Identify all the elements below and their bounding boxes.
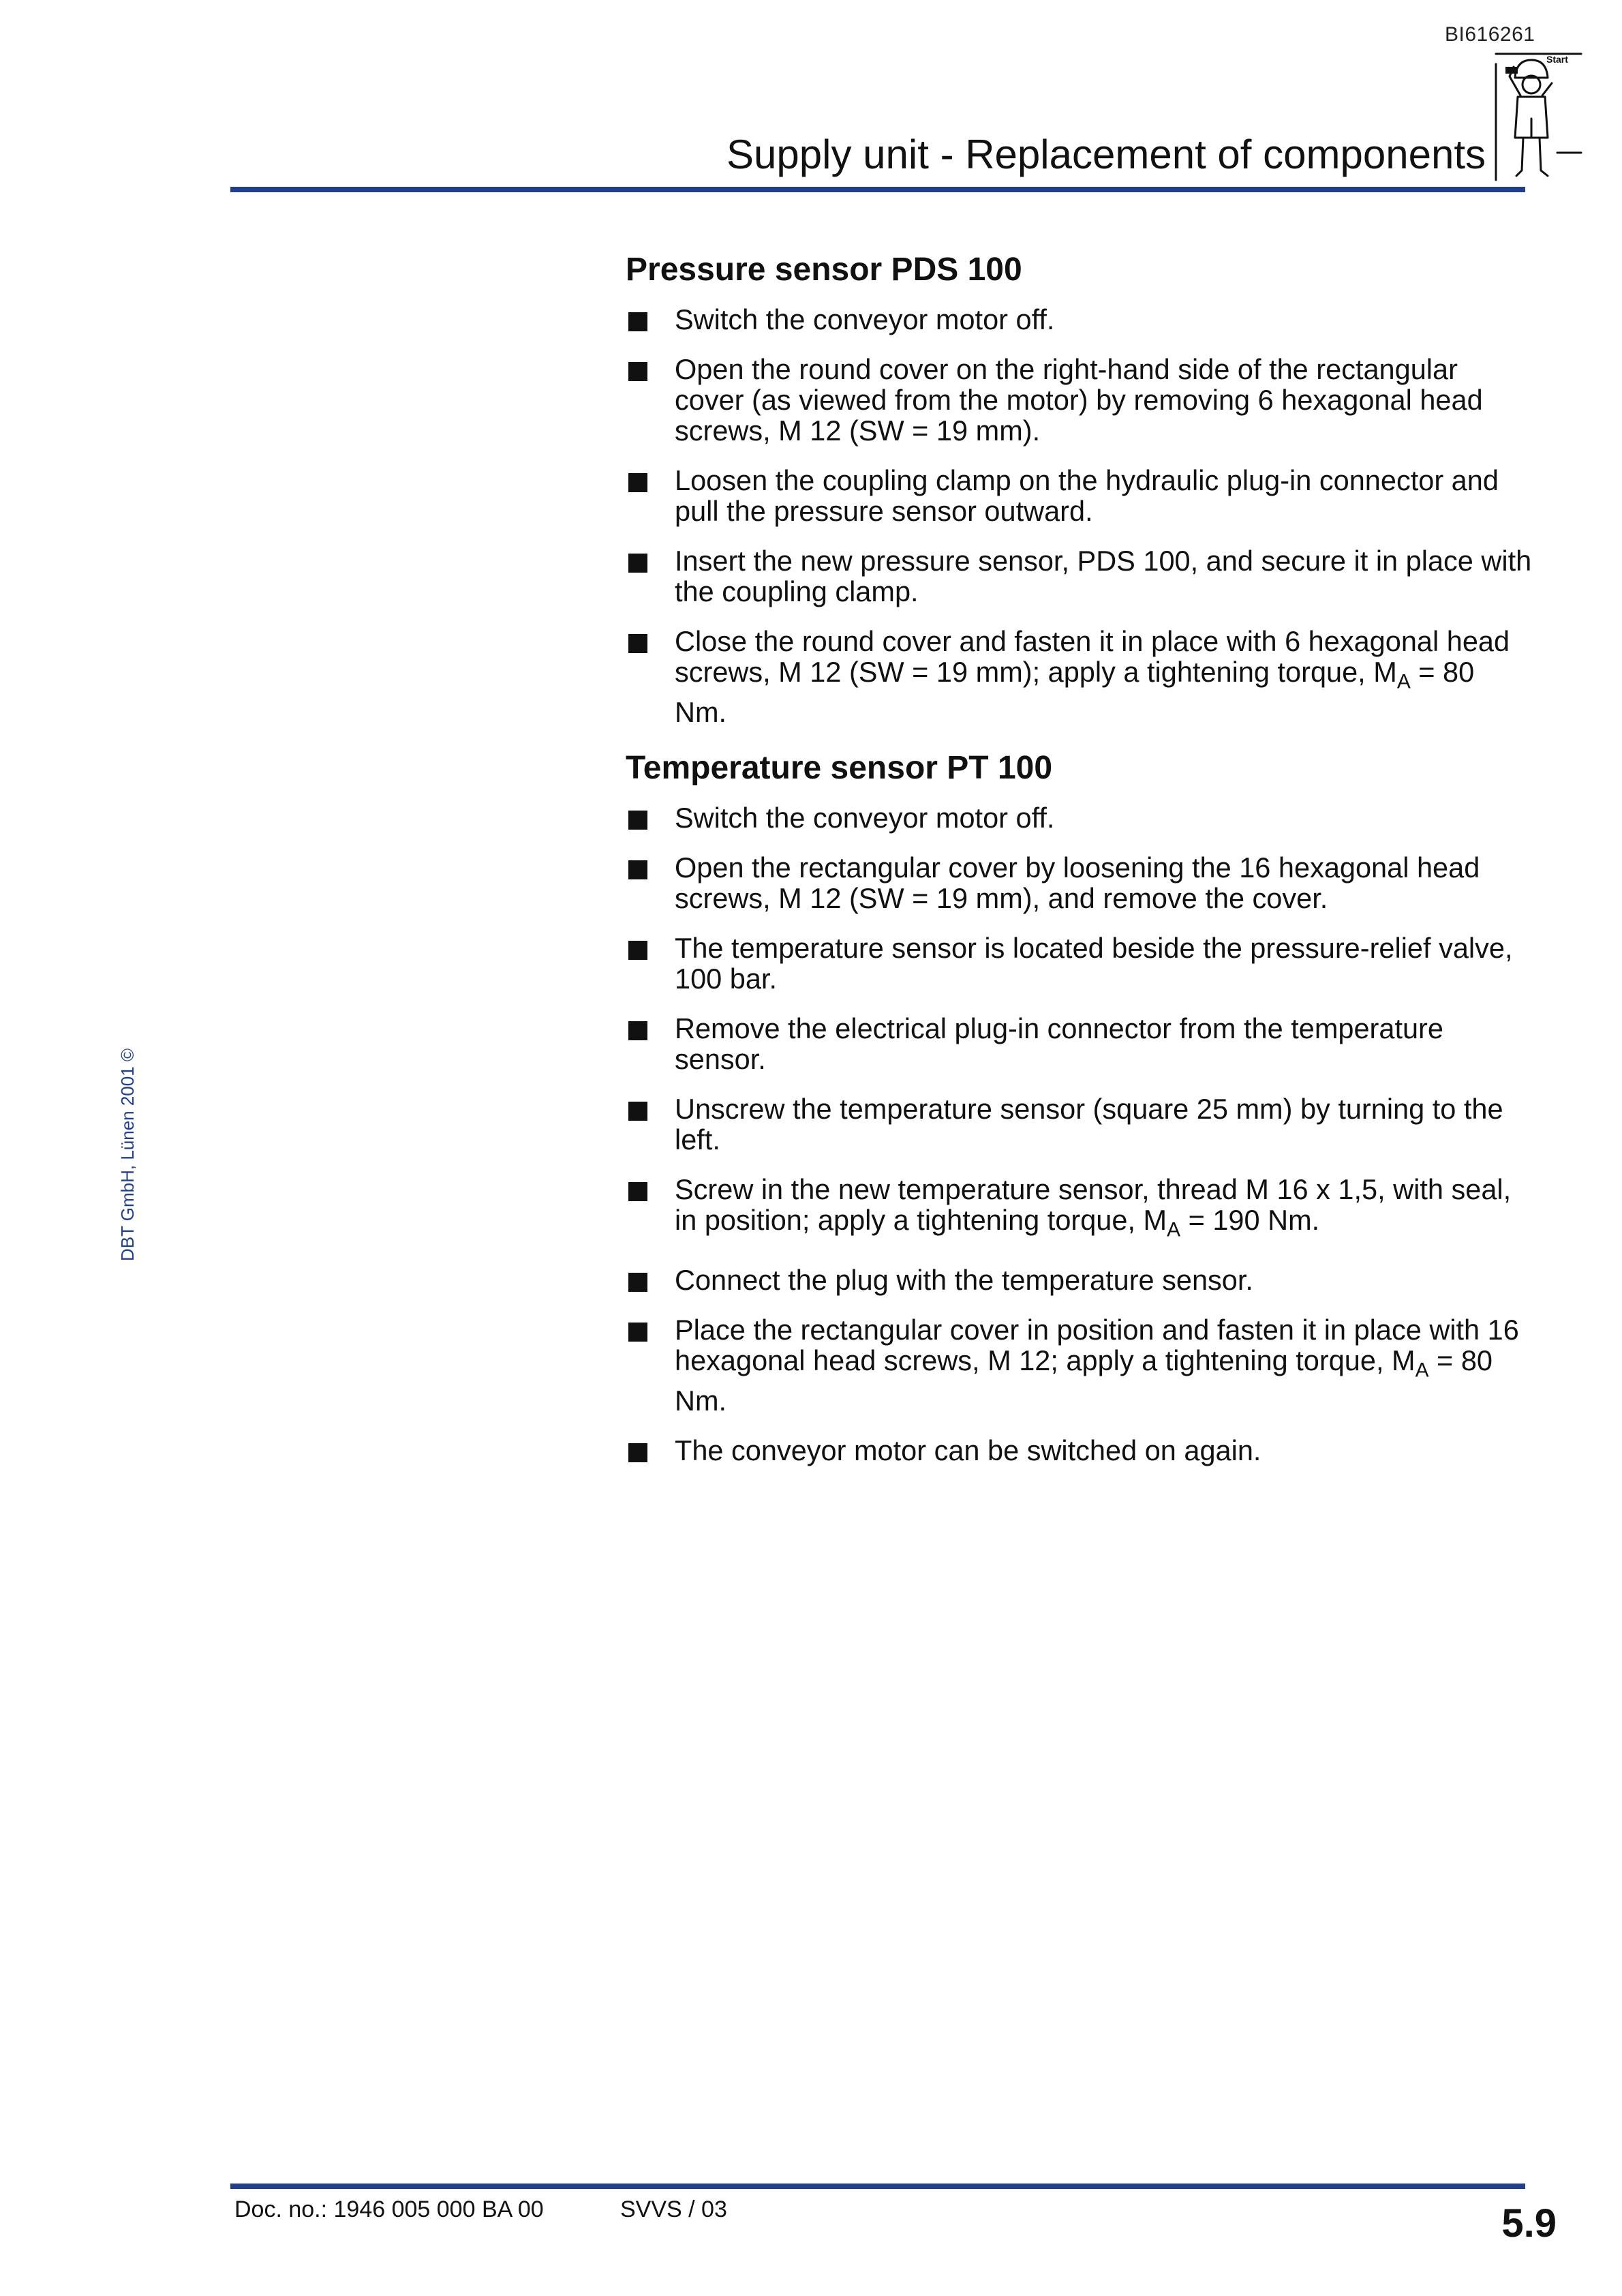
square-bullet-icon xyxy=(628,312,647,331)
step-text: Unscrew the temperature sensor (square 25 mm) by turning to the left. xyxy=(675,1093,1503,1156)
step-text: Insert the new pressure sensor, PDS 100, and secure it in place with the coupling clamp. xyxy=(675,545,1532,607)
step-text: Open the rectangular cover by loosening the 16 hexagonal head screws, M 12 (SW = 19 mm), and remove the cover. xyxy=(675,851,1480,915)
step-text: The temperature sensor is located beside the pressure-relief valve, 100 bar. xyxy=(675,932,1513,995)
section-heading-pressure-sensor: Pressure sensor PDS 100 xyxy=(626,252,1022,288)
page-title: Supply unit - Replacement of components xyxy=(726,132,1486,177)
footer-doc-number: Doc. no.: 1946 005 000 BA 00 xyxy=(234,2196,544,2222)
square-bullet-icon xyxy=(628,1102,647,1121)
list-item xyxy=(626,545,1532,607)
list-item xyxy=(626,465,1532,526)
step-text: Connect the plug with the temperature sensor. xyxy=(675,1263,1253,1296)
footer-section-code: SVVS / 03 xyxy=(620,2196,727,2222)
list-item xyxy=(626,1314,1532,1416)
step-text: Close the round cover and fasten it in place with 6 hexagonal head screws, M 12 (SW = 19 mm); apply a tightening torque, $M_A = 80$ Nm. xyxy=(675,625,1510,729)
list-item xyxy=(626,802,1532,833)
start-worker-icon xyxy=(1489,50,1585,187)
square-bullet-icon xyxy=(628,1443,647,1462)
list-item xyxy=(626,1174,1532,1245)
square-bullet-icon xyxy=(628,860,647,879)
copyright-notice: DBT GmbH, Lünen 2001 © xyxy=(117,1048,138,1261)
step-text: Place the rectangular cover in position and fasten it in place with 16 hexagonal head screws, M 12; apply a tightening torque, $M_A = 80$ Nm. xyxy=(675,1313,1519,1417)
list-item xyxy=(626,933,1532,994)
step-text: The conveyor motor can be switched on again. xyxy=(675,1434,1261,1466)
section-heading-temperature-sensor: Temperature sensor PT 100 xyxy=(626,750,1053,787)
square-bullet-icon xyxy=(628,554,647,573)
square-bullet-icon xyxy=(628,1273,647,1292)
temperature-sensor-steps xyxy=(626,802,1532,1466)
square-bullet-icon xyxy=(628,1323,647,1342)
page-number: 5.9 xyxy=(1501,2201,1557,2246)
list-item xyxy=(626,626,1532,727)
square-bullet-icon xyxy=(628,1182,647,1201)
step-text: Switch the conveyor motor off. xyxy=(675,303,1055,335)
square-bullet-icon xyxy=(628,1021,647,1040)
list-item xyxy=(626,1265,1532,1295)
square-bullet-icon xyxy=(628,811,647,830)
list-item xyxy=(626,852,1532,913)
square-bullet-icon xyxy=(628,473,647,492)
step-text: Switch the conveyor motor off. xyxy=(675,802,1055,834)
document-id: BI616261 xyxy=(1445,23,1535,46)
list-item xyxy=(626,1013,1532,1074)
list-item xyxy=(626,1435,1532,1466)
header-rule xyxy=(230,187,1525,192)
list-item xyxy=(626,304,1532,335)
step-text: Open the round cover on the right-hand side of the rectangular cover (as viewed from the motor) by removing 6 hexagonal head screws, M 12 (SW = 19 mm). xyxy=(675,353,1483,447)
main-content xyxy=(626,250,1532,1485)
step-text: Loosen the coupling clamp on the hydraulic plug-in connector and pull the pressure sensor outward. xyxy=(675,464,1499,527)
footer-rule xyxy=(230,2184,1525,2189)
svg-text:Start: Start xyxy=(1546,54,1568,65)
square-bullet-icon xyxy=(628,634,647,653)
list-item xyxy=(626,1093,1532,1155)
step-text: Remove the electrical plug-in connector from the temperature sensor. xyxy=(675,1012,1443,1076)
pressure-sensor-steps xyxy=(626,304,1532,727)
square-bullet-icon xyxy=(628,941,647,960)
list-item xyxy=(626,354,1532,446)
square-bullet-icon xyxy=(628,362,647,381)
step-text: Screw in the new temperature sensor, thread M 16 x 1,5, with seal, in position; apply a tightening torque, $M_A = 190$ Nm. xyxy=(675,1173,1512,1241)
